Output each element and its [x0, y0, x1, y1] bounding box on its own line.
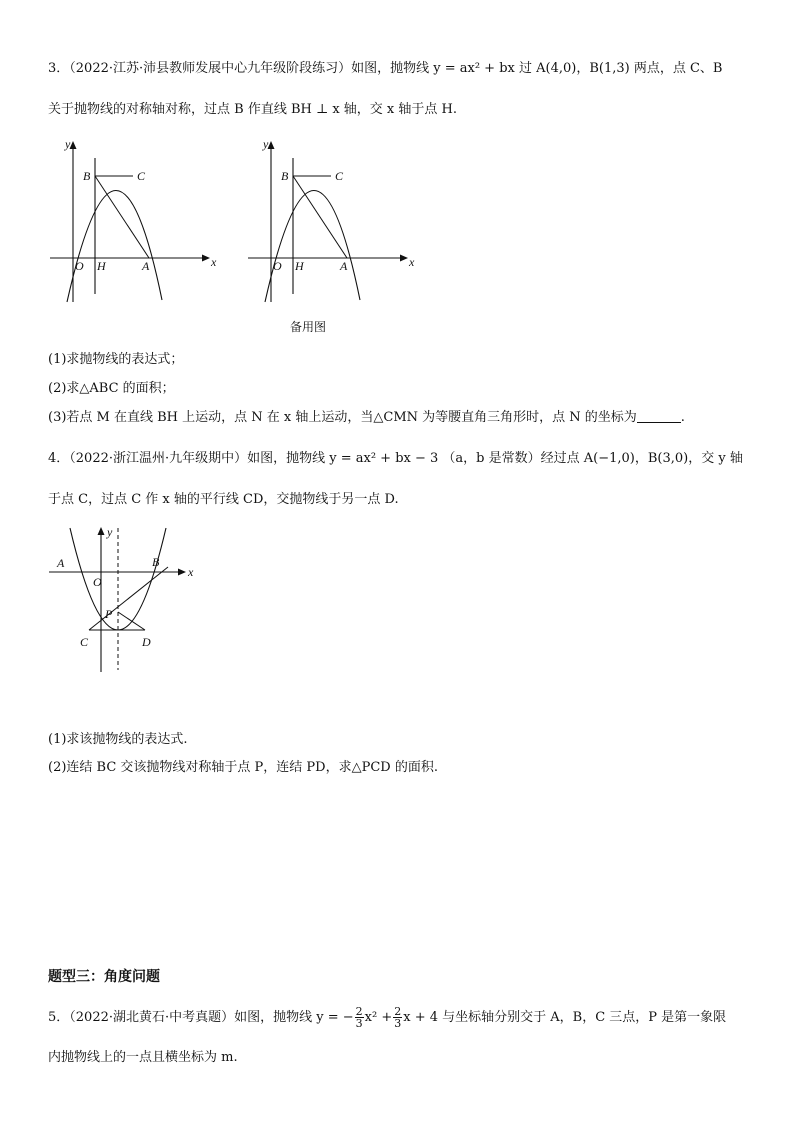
- q3-sub1: (1)求抛物线的表达式；: [48, 352, 184, 367]
- q5-fraction-2: [393, 1006, 402, 1029]
- q5-suffix: x + 4 与坐标轴分别交于 A，B，C 三点，P 是第一象限: [403, 1010, 727, 1025]
- q3-fig-label-y: y: [65, 137, 71, 151]
- q5-prefix: 5．（2022·湖北黄石·中考真题）如图，抛物线 y = −: [48, 1010, 354, 1025]
- q3-spare-label-c: C: [335, 169, 344, 183]
- q3-sub3-text: (3)若点 M 在直线 BH 上运动，点 N 在 x 轴上运动，当△CMN 为等腰直角三角形时，点 N 的坐标为: [48, 410, 637, 425]
- q3-fig-label-o: O: [75, 259, 84, 273]
- q4-fig-label-o: O: [93, 575, 102, 589]
- q5-frac2-den: 3: [394, 1017, 402, 1030]
- q3-fig-label-x: x: [211, 255, 217, 269]
- q3-figure-main: [45, 132, 220, 311]
- q4-line1: 4．（2022·浙江温州·九年级期中）如图，抛物线 y = ax² + bx − 3 （a，b 是常数）经过点 A(−1,0)，B(3,0)，交 y 轴: [48, 451, 743, 466]
- section-heading: 题型三：角度问题: [48, 969, 160, 985]
- q3-spare-label-h: H: [295, 259, 304, 273]
- q3-fig-label-c: C: [137, 169, 146, 183]
- q4-fig-label-a: A: [57, 556, 65, 570]
- q3-spare-label-o: O: [273, 259, 282, 273]
- q5-frac2-num: 2: [394, 1005, 402, 1018]
- q3-line2: 关于抛物线的对称轴对称，过点 B 作直线 BH ⊥ x 轴，交 x 轴于点 H.: [48, 102, 457, 117]
- q3-sub3: [48, 407, 752, 429]
- q3-fig-label-b: B: [83, 169, 91, 183]
- q3-sub3-end: .: [680, 410, 685, 425]
- q5-mid: x² +: [364, 1010, 393, 1025]
- q4-fig-label-x: x: [188, 565, 194, 579]
- q3-figure-caption: 备用图: [290, 320, 327, 334]
- q4-fig-label-b: B: [152, 555, 160, 569]
- q3-fig-label-h: H: [97, 259, 106, 273]
- q5-frac1-den: 3: [355, 1017, 363, 1030]
- q4-figure: [45, 522, 205, 686]
- q4-sub1: (1)求该抛物线的表达式.: [48, 732, 188, 747]
- q4-sub2: (2)连结 BC 交该抛物线对称轴于点 P，连结 PD，求△PCD 的面积.: [48, 760, 438, 775]
- q5-fraction-1: [355, 1006, 364, 1029]
- q4-line2: 于点 C，过点 C 作 x 轴的平行线 CD，交抛物线于另一点 D.: [48, 492, 399, 507]
- q5-line1: [48, 1006, 752, 1029]
- answer-blank: [637, 408, 681, 423]
- q5-line2: 内抛物线上的一点且横坐标为 m.: [48, 1050, 238, 1065]
- q4-fig-label-c: C: [80, 635, 89, 649]
- q3-spare-label-y: y: [263, 137, 269, 151]
- q3-sub2: (2)求△ABC 的面积；: [48, 381, 175, 396]
- q3-fig-label-a: A: [142, 259, 150, 273]
- q3-spare-label-a: A: [340, 259, 348, 273]
- q3-spare-label-b: B: [281, 169, 289, 183]
- q5-frac1-num: 2: [355, 1005, 363, 1018]
- q3-figure-spare: [243, 132, 418, 311]
- q3-spare-label-x: x: [409, 255, 415, 269]
- q4-fig-label-y: y: [107, 525, 113, 539]
- q4-fig-label-p: P: [105, 607, 113, 621]
- q3-line1: 3．（2022·江苏·沛县教师发展中心九年级阶段练习）如图，抛物线 y = ax² + bx 过 A(4,0)，B(1,3) 两点，点 C、B: [48, 61, 723, 76]
- q4-fig-label-d: D: [142, 635, 151, 649]
